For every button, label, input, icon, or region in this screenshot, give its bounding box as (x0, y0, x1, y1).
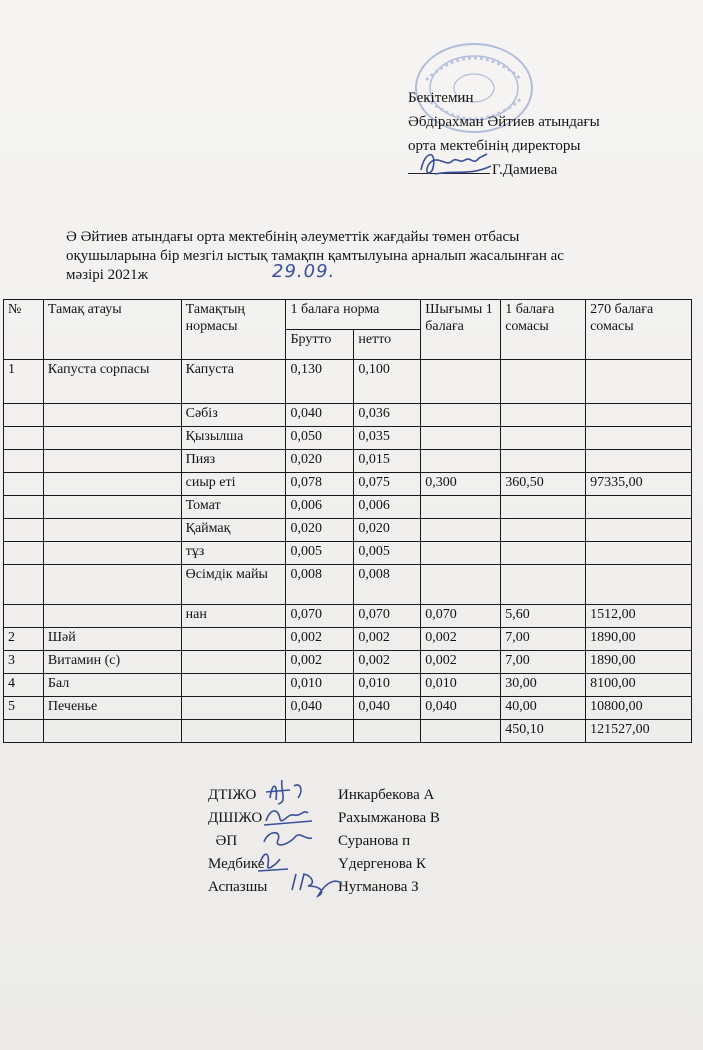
cell-output: 0,002 (421, 628, 501, 651)
cell-cost270 (586, 404, 692, 427)
cell-dish (43, 427, 181, 450)
cell-output (421, 720, 501, 743)
table-row (4, 542, 692, 565)
signature-name: Суранова п (338, 833, 411, 849)
header-per-child: 1 балаға норма (286, 300, 421, 330)
header-norm: Тамақтың нормасы (181, 300, 286, 360)
cell-cost1: 450,10 (501, 720, 586, 743)
cell-output (421, 404, 501, 427)
cell-dish (43, 605, 181, 628)
cell-output: 0,040 (421, 697, 501, 720)
cell-cost1: 5,60 (501, 605, 586, 628)
cell-num: 5 (4, 697, 44, 720)
cell-output: 0,002 (421, 651, 501, 674)
table-row (4, 605, 692, 628)
signature-name: Рахымжанова В (338, 810, 440, 826)
cell-netto: 0,070 (354, 605, 421, 628)
table-row (4, 496, 692, 519)
cell-brutto: 0,006 (286, 496, 354, 519)
cell-netto: 0,036 (354, 404, 421, 427)
cell-item: сиыр еті (181, 473, 286, 496)
cell-cost270: 1890,00 (586, 628, 692, 651)
cell-cost270: 10800,00 (586, 697, 692, 720)
cell-brutto: 0,050 (286, 427, 354, 450)
cell-netto: 0,002 (354, 628, 421, 651)
cell-item: Сәбіз (181, 404, 286, 427)
menu-table-body (4, 360, 692, 743)
cell-brutto: 0,002 (286, 651, 354, 674)
header-cost-270: 270 балаға сомасы (586, 300, 692, 360)
table-row (4, 404, 692, 427)
menu-table (3, 299, 692, 743)
approval-position: орта мектебінің директоры (408, 138, 581, 154)
cell-brutto: 0,040 (286, 404, 354, 427)
cell-item (181, 697, 286, 720)
cell-netto: 0,075 (354, 473, 421, 496)
cell-num: 3 (4, 651, 44, 674)
cell-num: 2 (4, 628, 44, 651)
header-cost-1: 1 балаға сомасы (501, 300, 586, 360)
cell-cost270 (586, 427, 692, 450)
cell-item: Қаймақ (181, 519, 286, 542)
cell-dish: Шәй (43, 628, 181, 651)
cell-output (421, 542, 501, 565)
signature-role: ӘП (208, 833, 238, 849)
header-num: № (4, 300, 44, 360)
cell-netto: 0,005 (354, 542, 421, 565)
signature-name: Инкарбекова А (338, 787, 435, 803)
cell-netto: 0,015 (354, 450, 421, 473)
cell-num (4, 605, 44, 628)
cell-cost270: 1512,00 (586, 605, 692, 628)
header-dish: Тамақ атауы (43, 300, 181, 360)
cell-num (4, 720, 44, 743)
cell-cost1 (501, 360, 586, 404)
cell-output (421, 360, 501, 404)
cell-cost270: 1890,00 (586, 651, 692, 674)
cell-cost1 (501, 404, 586, 427)
cell-num: 4 (4, 674, 44, 697)
cell-dish (43, 450, 181, 473)
cell-dish (43, 404, 181, 427)
cell-item: Капуста (181, 360, 286, 404)
signature-name: Нугманова З (338, 879, 419, 895)
cell-output (421, 565, 501, 605)
cell-netto: 0,006 (354, 496, 421, 519)
cell-output: 0,070 (421, 605, 501, 628)
cell-item: Томат (181, 496, 286, 519)
cell-brutto: 0,070 (286, 605, 354, 628)
cell-num (4, 404, 44, 427)
signature-role: Аспазшы (208, 879, 268, 895)
cell-cost1 (501, 565, 586, 605)
cell-dish: Капуста сорпасы (43, 360, 181, 404)
table-row (4, 427, 692, 450)
table-row (4, 628, 692, 651)
title-line-2: оқушыларына бір мезгіл ыстық тамақпн қамтылуына арналып жасалынған ас (66, 248, 564, 264)
cell-netto: 0,020 (354, 519, 421, 542)
cell-brutto: 0,040 (286, 697, 354, 720)
table-row (4, 565, 692, 605)
director-name: Г.Дамиева (492, 162, 558, 178)
table-row (4, 450, 692, 473)
signature-role: Медбике (208, 856, 265, 872)
cell-cost1: 40,00 (501, 697, 586, 720)
cell-item: нан (181, 605, 286, 628)
cell-netto: 0,002 (354, 651, 421, 674)
cell-output (421, 519, 501, 542)
cell-cost1 (501, 496, 586, 519)
cell-netto: 0,040 (354, 697, 421, 720)
signature-name: Үдергенова К (338, 856, 427, 872)
cell-item: Пияз (181, 450, 286, 473)
cell-dish (43, 496, 181, 519)
signature-row (208, 876, 508, 899)
cell-item (181, 628, 286, 651)
cell-cost1 (501, 519, 586, 542)
cell-cost1 (501, 427, 586, 450)
cell-cost270 (586, 519, 692, 542)
handwritten-date: 29.09. (272, 261, 336, 282)
cell-brutto: 0,130 (286, 360, 354, 404)
cell-dish (43, 473, 181, 496)
cell-item: Өсімдік майы (181, 565, 286, 605)
cell-num (4, 450, 44, 473)
cell-cost1 (501, 450, 586, 473)
cell-dish: Бал (43, 674, 181, 697)
cell-netto: 0,035 (354, 427, 421, 450)
cell-dish: Печенье (43, 697, 181, 720)
cell-cost270: 8100,00 (586, 674, 692, 697)
table-row (4, 720, 692, 743)
cell-output (421, 427, 501, 450)
cell-num (4, 519, 44, 542)
cell-output: 0,010 (421, 674, 501, 697)
cell-dish (43, 519, 181, 542)
header-output: Шығымы 1 балаға (421, 300, 501, 360)
cell-item (181, 651, 286, 674)
table-row (4, 674, 692, 697)
signature-role: ДШІЖО (208, 810, 263, 826)
cell-num (4, 473, 44, 496)
cell-dish (43, 720, 181, 743)
cell-cost1: 30,00 (501, 674, 586, 697)
cell-brutto: 0,078 (286, 473, 354, 496)
cell-brutto: 0,008 (286, 565, 354, 605)
cell-dish (43, 565, 181, 605)
cell-item: Қызылша (181, 427, 286, 450)
cell-brutto: 0,020 (286, 450, 354, 473)
cell-netto (354, 720, 421, 743)
cell-cost270: 97335,00 (586, 473, 692, 496)
table-row (4, 360, 692, 404)
cell-brutto: 0,002 (286, 628, 354, 651)
table-row (4, 519, 692, 542)
director-signature (415, 144, 495, 184)
table-row (4, 651, 692, 674)
cell-dish (43, 542, 181, 565)
cell-num (4, 427, 44, 450)
cell-cost270 (586, 496, 692, 519)
cell-cost270 (586, 360, 692, 404)
cell-netto: 0,100 (354, 360, 421, 404)
cell-brutto: 0,010 (286, 674, 354, 697)
cell-brutto (286, 720, 354, 743)
cell-cost1: 7,00 (501, 651, 586, 674)
cell-dish: Витамин (с) (43, 651, 181, 674)
signatures-block (208, 784, 508, 899)
cell-cost270 (586, 565, 692, 605)
cell-cost1: 7,00 (501, 628, 586, 651)
cell-brutto: 0,020 (286, 519, 354, 542)
cell-item: тұз (181, 542, 286, 565)
table-row (4, 473, 692, 496)
cell-netto: 0,010 (354, 674, 421, 697)
cell-output: 0,300 (421, 473, 501, 496)
cell-output (421, 496, 501, 519)
cell-netto: 0,008 (354, 565, 421, 605)
cell-cost270 (586, 450, 692, 473)
cell-cost1: 360,50 (501, 473, 586, 496)
cell-num: 1 (4, 360, 44, 404)
cell-output (421, 450, 501, 473)
title-line-3: мәзірі 2021ж (66, 267, 149, 283)
cell-brutto: 0,005 (286, 542, 354, 565)
header-brutto: Брутто (286, 330, 354, 360)
cell-item (181, 674, 286, 697)
cell-cost270 (586, 542, 692, 565)
cell-num (4, 542, 44, 565)
signature-role: ДТІЖО (208, 787, 257, 803)
header-netto: нетто (354, 330, 421, 360)
cell-cost270: 121527,00 (586, 720, 692, 743)
title-line-1: Ә Әйтиев атындағы орта мектебінің әлеуметтік жағдайы төмен отбасы (66, 229, 520, 245)
approval-heading: Бекітемин (408, 90, 474, 106)
approval-school: Әбдірахман Әйтиев атындағы (408, 114, 600, 130)
table-row (4, 697, 692, 720)
document-title (66, 228, 666, 285)
cell-item (181, 720, 286, 743)
handwritten-signature (208, 872, 348, 900)
cell-cost1 (501, 542, 586, 565)
cell-num (4, 496, 44, 519)
cell-num (4, 565, 44, 605)
